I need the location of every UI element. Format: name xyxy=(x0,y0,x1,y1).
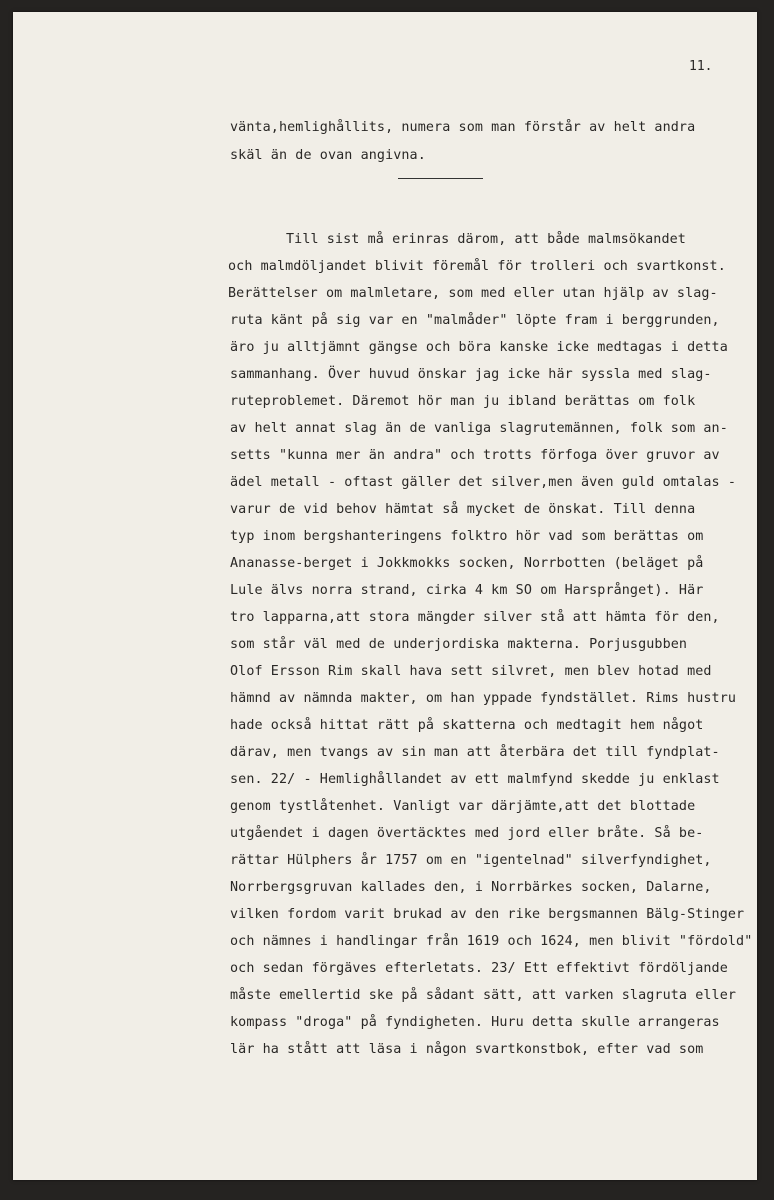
text-line: som står väl med de underjordiska makterna. Porjusgubben xyxy=(230,637,688,652)
text-line: lär ha stått att läsa i någon svartkonstbok, efter vad som xyxy=(230,1042,704,1057)
text-line: sammanhang. Över huvud önskar jag icke här syssla med slag- xyxy=(230,367,712,382)
text-line: Olof Ersson Rim skall hava sett silvret, men blev hotad med xyxy=(230,664,712,679)
text-line: utgåendet i dagen övertäcktes med jord eller bråte. Så be- xyxy=(230,826,704,841)
text-line: vilken fordom varit brukad av den rike bergsmannen Bälg-Stinger xyxy=(230,907,745,922)
text-line: ruteproblemet. Däremot hör man ju ibland berättas om folk xyxy=(230,394,696,409)
section-separator xyxy=(398,178,483,179)
text-line: varur de vid behov hämtat så mycket de önskat. Till denna xyxy=(230,502,696,517)
text-line: hade också hittat rätt på skatterna och medtagit hem något xyxy=(230,718,704,733)
text-line: av helt annat slag än de vanliga slagrutemännen, folk som an- xyxy=(230,421,728,436)
text-line: och sedan förgäves efterletats. 23/ Ett effektivt fördöljande xyxy=(230,961,728,976)
text-line: Till sist må erinras därom, att både malmsökandet xyxy=(286,232,686,247)
text-line: sen. 22/ - Hemlighållandet av ett malmfynd skedde ju enklast xyxy=(230,772,720,787)
text-line: ruta känt på sig var en "malmåder" löpte fram i berggrunden, xyxy=(230,313,720,328)
text-line: tro lapparna,att stora mängder silver stå att hämta för den, xyxy=(230,610,720,625)
text-line: äro ju alltjämnt gängse och böra kanske icke medtagas i detta xyxy=(230,340,728,355)
text-line: därav, men tvangs av sin man att återbära det till fyndplat- xyxy=(230,745,720,760)
text-line: typ inom bergshanteringens folktro hör vad som berättas om xyxy=(230,529,704,544)
text-line: kompass "droga" på fyndigheten. Huru detta skulle arrangeras xyxy=(230,1015,720,1030)
text-line: och nämnes i handlingar från 1619 och 1624, men blivit "fördold" xyxy=(230,934,753,949)
page-number: 11. xyxy=(689,59,713,74)
text-line: rättar Hülphers år 1757 om en "igentelnad" silverfyndighet, xyxy=(230,853,712,868)
text-line: skäl än de ovan angivna. xyxy=(230,148,426,163)
document-page xyxy=(13,12,757,1180)
text-line: setts "kunna mer än andra" och trotts förfoga över gruvor av xyxy=(230,448,720,463)
text-line: vänta,hemlighållits, numera som man förstår av helt andra xyxy=(230,120,696,135)
text-line: och malmdöljandet blivit föremål för trolleri och svartkonst. xyxy=(228,259,726,274)
text-line: Ananasse-berget i Jokkmokks socken, Norrbotten (beläget på xyxy=(230,556,704,571)
text-line: Lule älvs norra strand, cirka 4 km SO om Harsprånget). Här xyxy=(230,583,704,598)
text-line: hämnd av nämnda makter, om han yppade fyndstället. Rims hustru xyxy=(230,691,737,706)
text-line: ädel metall - oftast gäller det silver,men även guld omtalas - xyxy=(230,475,737,490)
text-line: måste emellertid ske på sådant sätt, att varken slagruta eller xyxy=(230,988,737,1003)
text-line: Norrbergsgruvan kallades den, i Norrbärkes socken, Dalarne, xyxy=(230,880,712,895)
text-line: genom tystlåtenhet. Vanligt var därjämte,att det blottade xyxy=(230,799,696,814)
text-line: Berättelser om malmletare, som med eller utan hjälp av slag- xyxy=(228,286,718,301)
